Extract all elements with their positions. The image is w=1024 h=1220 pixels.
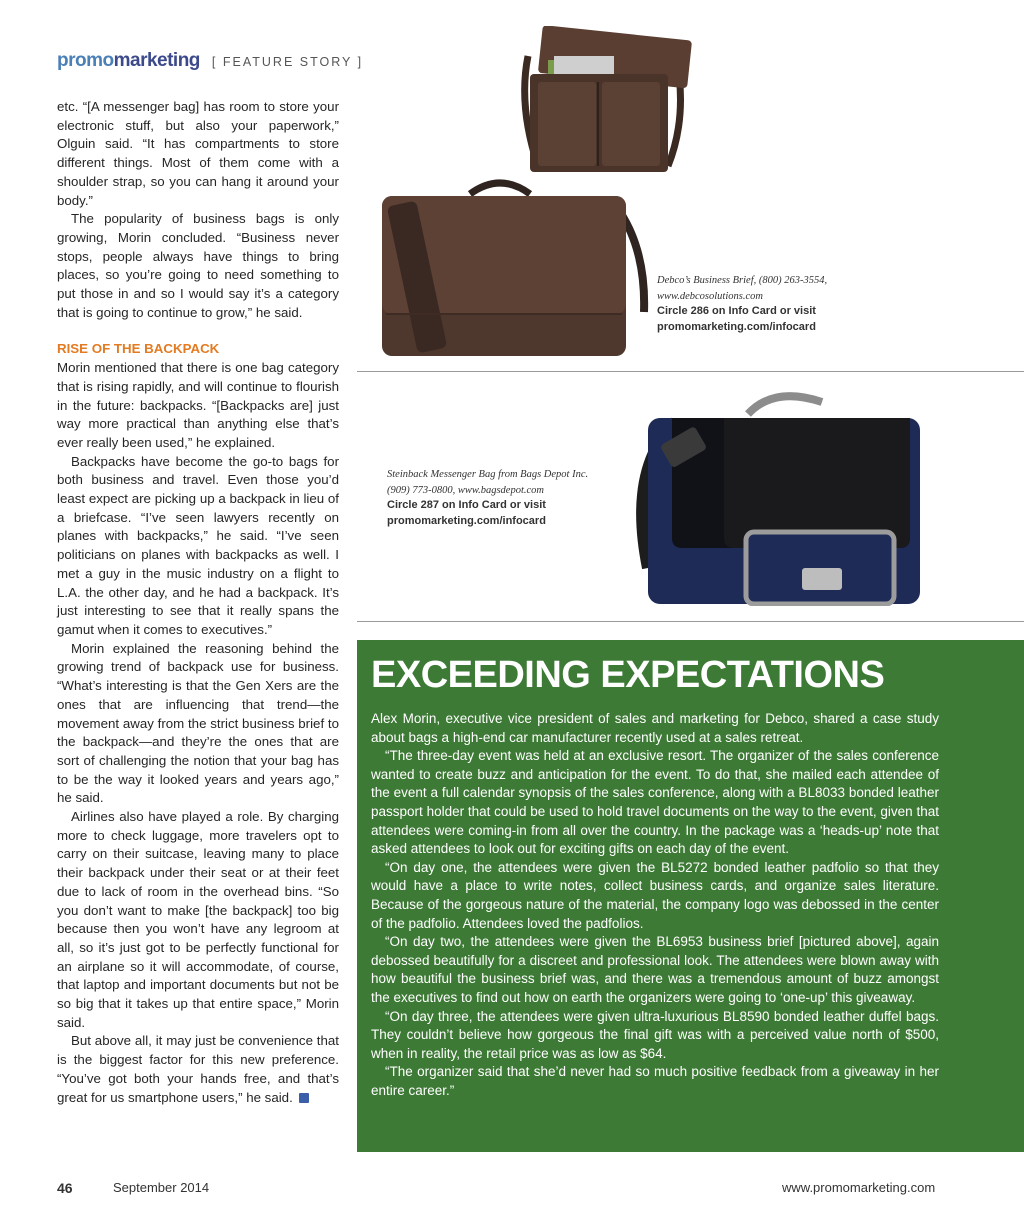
- caption-line: Circle 287 on Info Card or visit: [387, 499, 546, 511]
- caption-line: (909) 773-0800, www.bagsdepot.com: [387, 484, 545, 496]
- brand-logo-part2: marketing: [113, 50, 200, 71]
- subheading: RISE OF THE BACKPACK: [57, 341, 220, 357]
- article-paragraph-text: But above all, it may just be convenience that is the biggest factor for this new preference. “You’ve got both your hands free, and that’s great for us smartphone users,” he said.: [57, 1033, 339, 1105]
- sidebar-box: [357, 640, 1024, 1152]
- caption-line: promomarketing.com/infocard: [657, 320, 816, 333]
- caption-line: Debco’s Business Brief, (800) 263-3554,: [657, 275, 828, 286]
- debco-caption: [657, 273, 827, 335]
- navy-messenger-bag-image: [624, 378, 936, 606]
- article-paragraph: etc. “[A messenger bag] has room to store your electronic stuff, but also your paperwork,” Olguin said. “It has compartments to store different things. Most of them come with a shoulder strap, so you can hang it around your body.”: [57, 99, 339, 208]
- open-messenger-bag-image: [508, 26, 694, 174]
- caption-line: Steinback Messenger Bag from Bags Depot Inc.: [387, 469, 589, 480]
- steinback-caption: [387, 467, 588, 529]
- caption-line: Circle 286 on Info Card or visit: [657, 305, 816, 317]
- footer-url: www.promomarketing.com: [782, 1180, 936, 1195]
- sidebar-paragraph: “On day one, the attendees were given the BL5272 bonded leather padfolio so that they would have a place to write notes, collect business cards, and organize sales literature. Because of the gorgeous nature of the material, the company logo was debossed in the center of the padfolio. Attendees loved the padfolios.: [371, 859, 939, 931]
- end-mark-icon: [299, 1093, 309, 1103]
- divider-rule: [357, 621, 1024, 622]
- article-column: [57, 98, 339, 1107]
- page-header: [57, 50, 363, 72]
- caption-line: www.debcosolutions.com: [657, 290, 763, 302]
- article-paragraph: Morin explained the reasoning behind the growing trend of backpack use for business. “What’s interesting is that the Gen Xers are the ones that are influencing that trend—the movement away from the strict business brief to the backpack—and they’re the ones that are sort of challenging the notion that your bag has to be the way it looked years and years ago,” he said.: [57, 640, 339, 806]
- sidebar-paragraph: “The organizer said that she’d never had so much positive feedback from a giveaway in her entire career.”: [371, 1064, 939, 1098]
- article-paragraph: Airlines also have played a role. By charging more to check luggage, more travelers opt to carry on their suitcase, leaving many to place their backpack under their seat or at their feet due to lack of room in the overhead bins. “So you don’t want to make [the backpack] too big because then you won’t have any legroom at all, so it’s just got to be perfectly functional for an airplane so it will accommodate, of course, that laptop and important documents but not be so big that it takes up that entire space,” Morin said.: [57, 809, 339, 1030]
- sidebar-paragraph: “On day two, the attendees were given the BL6953 business brief [pictured above], again debossed beautifully for a discreet and professional look. The attendees were blown away with how beautiful the business brief was, and there was a tremendous amount of buzz amongst the executives to find out how on earth the organizers were going to ‘one-up’ this giveaway.: [371, 934, 939, 1005]
- sidebar-paragraph: “The three-day event was held at an exclusive resort. The organizer of the sales conference wanted to create buzz and anticipation for the event. To do that, she mailed each attendee of the event a full calendar synopsis of the sales conference, along with a BL8033 bonded leather passport holder that could be used to hold travel documents on the way to the event, given that attendees were coming-in from all over the country. In the package was a ‘heads-up’ note that asked attendees to look out for exciting gifts on each day of the event.: [371, 748, 939, 857]
- caption-line: promomarketing.com/infocard: [387, 514, 546, 527]
- article-paragraph: Morin mentioned that there is one bag category that is rising rapidly, and will continue to flourish in the future: backpacks. “[Backpacks are] just way more practical than anything else that’s ever really been used,” he explained.: [57, 360, 339, 450]
- sidebar-paragraph: “On day three, the attendees were given ultra-luxurious BL8590 bonded leather duffel bags. They couldn’t believe how gorgeous the final gift was with a perceived value north of $500, when in reality, the retail price was as low as $64.: [371, 1008, 939, 1061]
- business-brief-bag-image: [352, 172, 650, 358]
- article-paragraph: Backpacks have become the go-to bags for both business and travel. Even those you’d least expect are picking up a backpack in lieu of a briefcase. “I’ve seen lawyers recently on planes with backpacks,” he said. “I’ve seen politicians on planes with backpacks as well. I met a guy in the music industry on a flight to L.A. the other day, and he had a backpack. It’s just interesting to see that it really spans the gamut when it comes to executives.”: [57, 453, 339, 637]
- sidebar-body: [371, 710, 939, 1100]
- divider-rule: [357, 371, 1024, 372]
- page-number: 46: [57, 1180, 73, 1196]
- brand-logo-part1: promo: [57, 50, 114, 71]
- article-paragraph: The popularity of business bags is only growing, Morin concluded. “Business never stops, people always have things to bring places, so you’re going to need something to put those in and so I would say it’s a category that is going to continue to grow,” he said.: [57, 211, 339, 320]
- sidebar-paragraph: Alex Morin, executive vice president of sales and marketing for Debco, shared a case study about bags a high-end car manufacturer recently used at a sales retreat.: [371, 711, 939, 745]
- sidebar-title: EXCEEDING EXPECTATIONS: [371, 654, 885, 696]
- article-paragraph-last: [57, 1032, 339, 1107]
- section-label: [ FEATURE STORY ]: [211, 55, 364, 69]
- issue-date: September 2014: [113, 1180, 210, 1195]
